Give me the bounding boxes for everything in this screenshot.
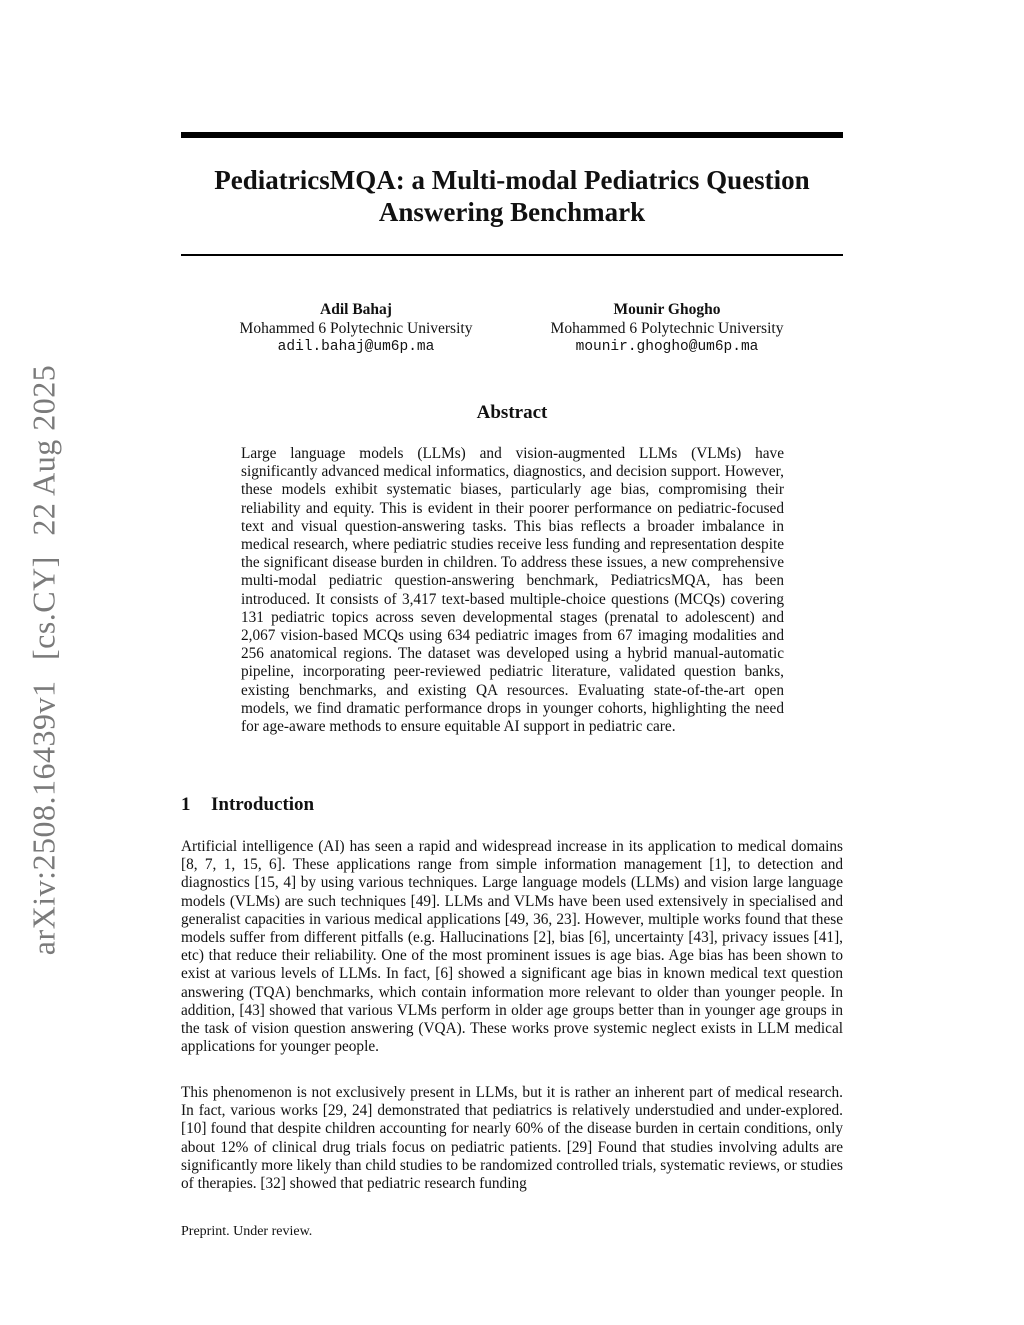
author-affiliation: Mohammed 6 Polytechnic University bbox=[550, 320, 784, 337]
abstract-text: Large language models (LLMs) and vision-augmented LLMs (VLMs) have significantly advanced medical informatics, diagnostics, and decision support. However, these models exhibit systematic biases, particularly age bias, compromising their reliability and equity. This is evident in their poorer performance on pediatric-focused text and visual question-answering tasks. This bias reflects a broader imbalance in medical research, where pediatric studies receive less funding and representation despite the significant disease burden in children. To address these issues, a new comprehensive multi-modal pediatric question-answering benchmark, PediatricsMQA, has been introduced. It consists of 3,417 text-based multiple-choice questions (MCQs) covering 131 pediatric topics across seven developmental stages (prenatal to adolescent) and 2,067 vision-based MCQs using 634 pediatric images from 67 imaging modalities and 256 anatomical regions. The dataset was developed using a hybrid manual-automatic pipeline, incorporating peer-reviewed pediatric literature, validated question banks, existing benchmarks, and existing QA resources. Evaluating state-of-the-art open models, we find dramatic performance drops in younger cohorts, highlighting the need for age-aware methods to ensure equitable AI support in pediatric care. bbox=[241, 445, 784, 736]
arxiv-stamp bbox=[26, 359, 63, 962]
author-name: Mounir Ghogho bbox=[613, 301, 721, 318]
arxiv-category: [cs.CY] bbox=[25, 556, 62, 661]
paper-title: PediatricsMQA: a Multi-modal Pediatrics Question Answering Benchmark bbox=[214, 165, 810, 227]
intro-paragraph-1: Artificial intelligence (AI) has seen a rapid and widespread increase in its application to medical domains [8, 7, 1, 15, 6]. These applications range from simple information management [1], to detection and diagnostics [15, 4] by using various techniques. Large language models (LLMs) and vision large language models (VLMs) are such techniques [49]. LLMs and VLMs have been used extensively in specialised and generalist capacities in various medical applications [49, 36, 23]. However, multiple works found that these models suffer from different pitfalls (e.g. Hallucinations [2], bias [6], uncertainty [43], privacy issues [41], etc) that reduce their reliability. One of the most prominent issues is age bias. Age bias has been shown to exist at various levels of LLMs. In fact, [6] showed a significant age bias in known medical text question answering (TQA) benchmarks, which contain information more relevant to older than younger people. In addition, [43] showed that various VLMs perform in older age groups better than in younger age groups in the task of vision question answering (VQA). These works prove systemic neglect exists in LLM medical applications for younger people. bbox=[181, 838, 843, 1056]
section-number: 1 bbox=[181, 794, 191, 815]
author-email: adil.bahaj@um6p.ma bbox=[277, 339, 435, 355]
author-block-2 bbox=[517, 300, 817, 357]
section-heading bbox=[181, 794, 314, 816]
author-block-1 bbox=[206, 300, 506, 357]
author-name: Adil Bahaj bbox=[320, 301, 392, 318]
title-bottom-rule bbox=[181, 254, 843, 256]
abstract-heading: Abstract bbox=[476, 402, 548, 423]
author-email: mounir.ghogho@um6p.ma bbox=[575, 339, 759, 355]
title-top-rule bbox=[181, 132, 843, 138]
preprint-footer: Preprint. Under review. bbox=[181, 1224, 313, 1239]
arxiv-date: 22 Aug 2025 bbox=[25, 364, 62, 536]
section-title: Introduction bbox=[211, 794, 315, 815]
author-affiliation: Mohammed 6 Polytechnic University bbox=[239, 320, 473, 337]
arxiv-id: arXiv:2508.16439v1 bbox=[25, 680, 62, 956]
intro-paragraph-2: This phenomenon is not exclusively present in LLMs, but it is rather an inherent part of medical research. In fact, various works [29, 24] demonstrated that pediatrics is relatively understudied and under-explored. [10] found that despite children accounting for nearly 60% of the disease burden in certain conditions, only about 12% of clinical drug trials focus on pediatric patients. [29] Found that studies involving adults are significantly more likely than child studies to be randomized controlled trials, systematic reviews, or studies of therapies. [32] showed that pediatric research funding bbox=[181, 1084, 843, 1193]
